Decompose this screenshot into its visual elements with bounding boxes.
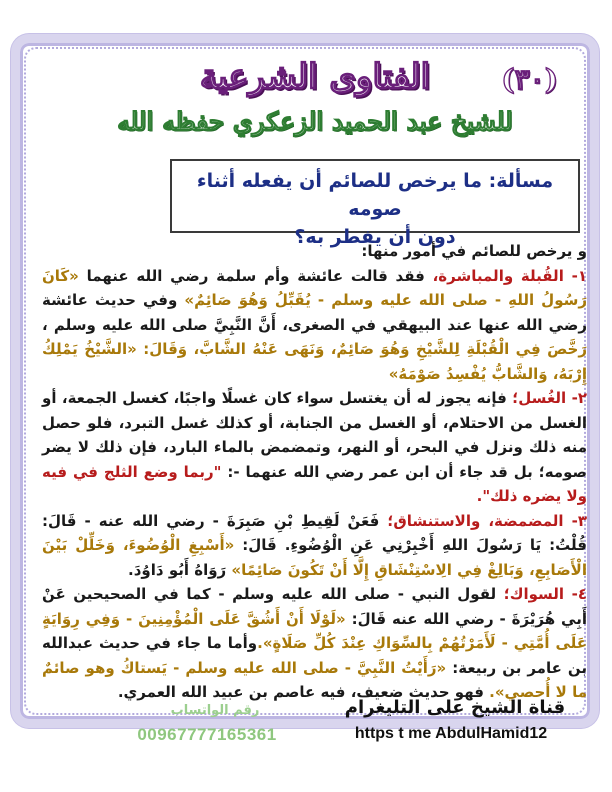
page-title: الفتاوى الشرعية [199,57,431,97]
question-line-1: مسألة: ما يرخص للصائم أن يفعله أثناء صومه [196,170,554,220]
point-4-text-b: وأما ما جاء في حديث عبدالله بن عامر بن ربيعة: [42,634,587,677]
question-box [170,159,580,248]
header [80,55,558,153]
point-1-text-b: وفي حديث عائشة رضي الله عنها عند البيهقي في الصغرى، أَنَّ النَّبِيَّ صلى الله عليه وسلم ، [42,291,587,334]
point-1-heading: ١- القُبلة والمباشرة، [432,266,587,285]
point-3-heading: ٣- المضمضة، والاستنشاق؛ [387,511,587,530]
telegram-link[interactable]: https t me AbdulHamid12 [354,725,548,742]
point-2 [42,386,587,509]
point-3 [42,509,587,583]
sheikh-name: للشيخ عبد الحميد الزعكري حفظه الله [117,107,513,136]
point-3-text-a: فَعَنْ لَقِيطِ بْنِ صَبِرَةَ - رضي الله عنه - قَالَ: قُلْتُ: يَا رَسُولَ اللهِ أَخْبِرْنِي عَنِ الْوُضُوءِ. قَالَ: [42,511,587,554]
question-line-2: دون أن يفطر به؟ [294,226,456,248]
point-2-quote: "ربما وضع الثلج في فيه ولا يضره ذلك". [42,462,587,505]
point-1-text-a: فقد قالت عائشة وأم سلمة رضي الله عنهما [78,266,433,285]
fatwa-number: (٣٠) [501,63,558,96]
point-4-quote-2: «رَأَيْتُ النَّبِيَّ - صلى الله عليه وسلم - يَستاكُ وهو صائمٌ ما لا أُحصي». [42,658,587,701]
whatsapp-number: 00967777165361 [137,725,277,744]
point-3-text-b: رَوَاهُ أَبُو دَاوُدَ. [128,560,232,579]
point-2-text: فإنه يجوز له أن يغتسل سواء كان غسلًا واجبًا، كغسل الجمعة، أو الغسل من الاحتلام، أو الغسل من الجنابة، أو كذلك غسل التبرد، فلو حصل منه ذلك ونزل في البحر، أو النهر، وتمضمض بالماء البارد، فإن ذلك لا يضر صومه؛ بل قد جاء أن ابن عمر رضي الله عنهما -: [42,389,587,481]
point-1-quote-2: رَخَّصَ فِي الْقُبْلَةِ لِلشَّيْخِ وَهُوَ صَائِمٌ، وَنَهَى عَنْهُ الشَّابَّ، وَقَالَ: «الشَّيْخُ يَمْلِكُ إِرْبَهُ، وَالشَّابُّ يُفْسِدُ صَوْمَهُ» [42,340,587,383]
point-4-text-c: فهو حديث ضعيف، فيه عاصم بن عبيد الله العمري. [117,683,490,701]
point-2-heading: ٢- الغُسل؛ [512,389,587,407]
point-4 [42,582,587,705]
telegram-channel-label: قناة الشيخ على التليغرام [344,697,566,718]
point-1 [42,264,587,387]
whatsapp-label: رقم الواتساب [170,703,260,718]
point-4-heading: ٤- السواك؛ [503,585,587,603]
point-4-text-a: لقول النبي - صلى الله عليه وسلم - كما في الصحيحين عَنْ أَبِي هُرَيْرَةَ - رضي الله عنه قَالَ: [42,585,588,628]
point-3-quote: «أَسْبِغِ الْوُضُوءَ، وَخَلِّلْ بَيْنَ الْأَصَابِعِ، وَبَالِغْ فِي الِاسْتِنْشَاقِ إِلَّا أَنْ تَكُونَ صَائِمًا» [42,536,587,579]
answer-body [42,239,587,705]
point-4-quote: «لَوْلَا أَنْ أَشُقَّ عَلَى الْمُؤْمِنِينَ - وَفِي رِوَايَةٍ عَلَى أُمَّتِي - لَأَمَرْتُهُمْ بِالسِّوَاكِ عِنْدَ كُلِّ صَلَاةٍ». [42,609,587,652]
point-1-quote: «كَانَ رَسُولُ اللهِ - صلى الله عليه وسلم - يُقَبِّلُ وَهُوَ صَائِمٌ» [42,266,587,309]
fatwa-card [11,34,599,744]
intro-text: و يرخص للصائم في أمور منها: [361,242,587,260]
